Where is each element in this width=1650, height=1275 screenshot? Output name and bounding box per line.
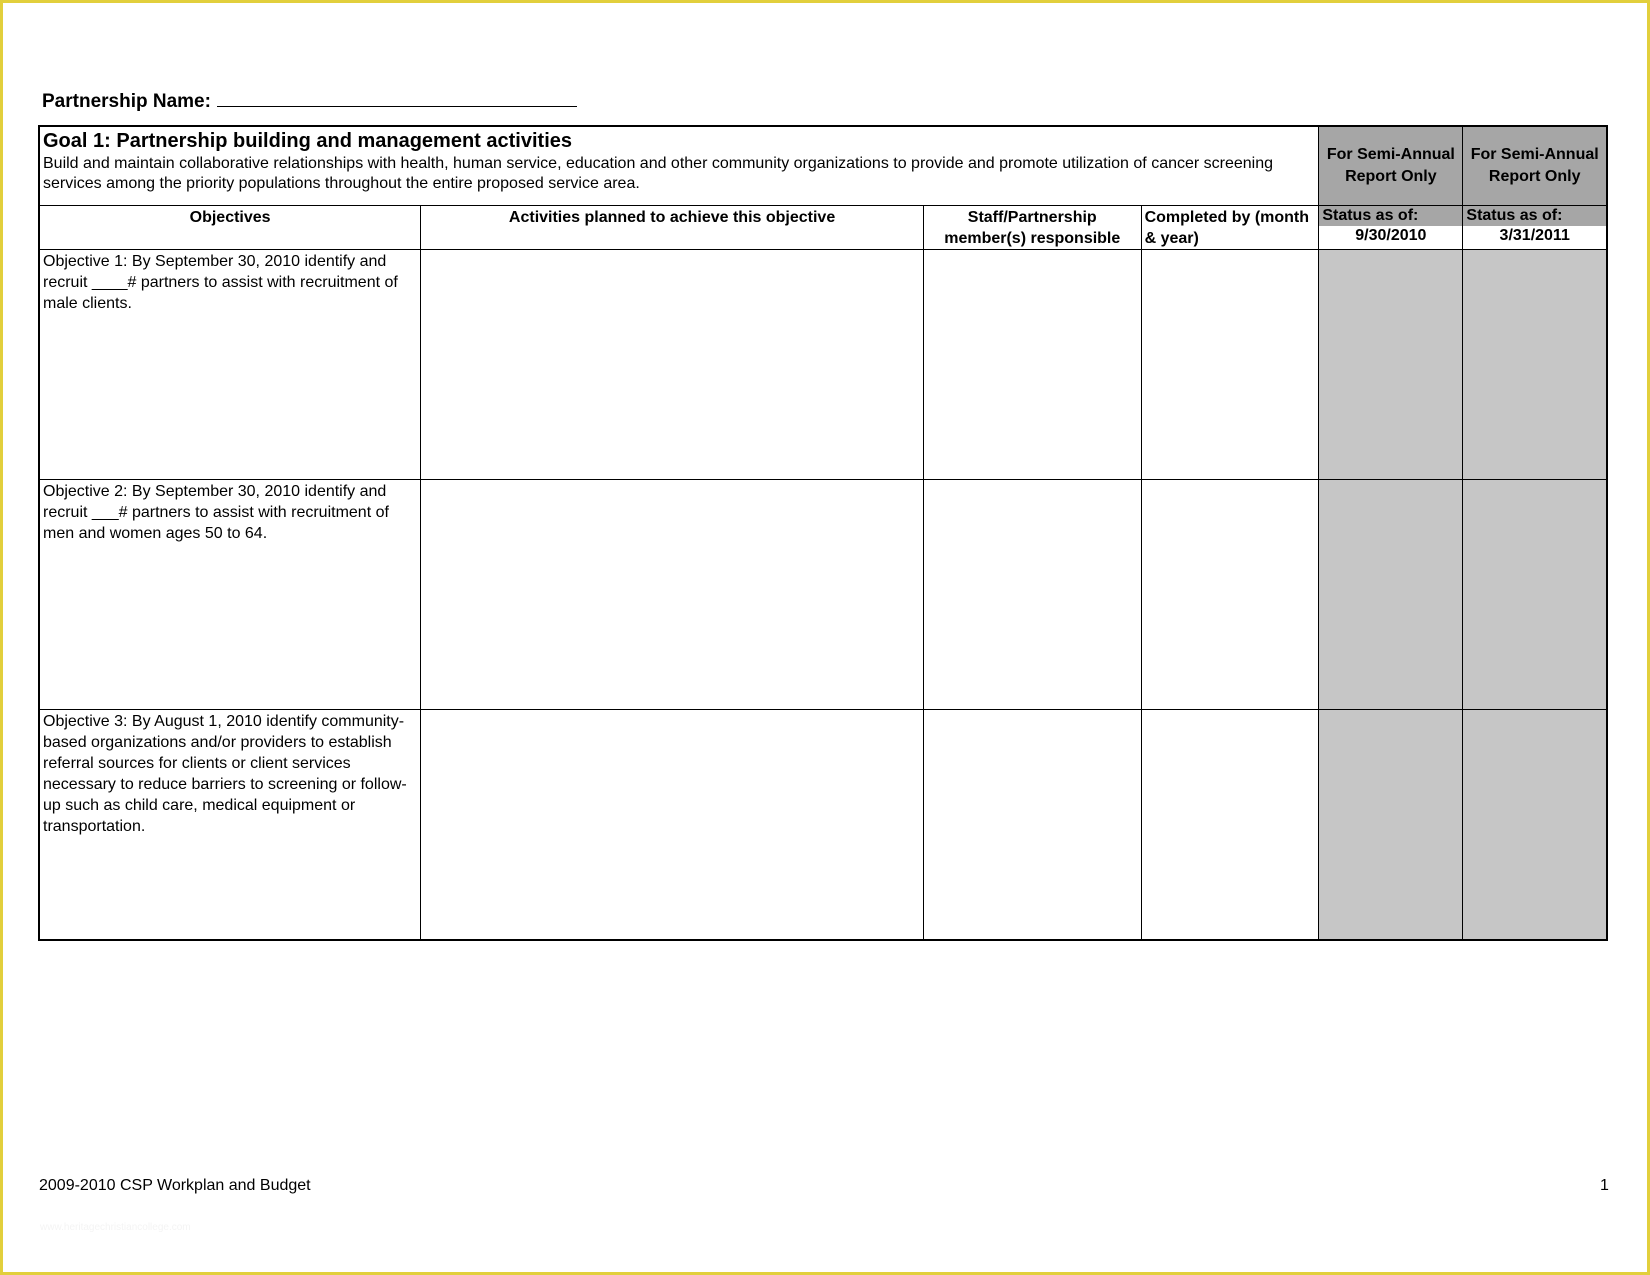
activities-cell[interactable]: [421, 250, 924, 480]
staff-cell[interactable]: [923, 250, 1141, 480]
status-cell-2[interactable]: [1463, 710, 1607, 941]
workplan-table: [38, 125, 1608, 941]
objective-text: Objective 1: By September 30, 2010 identify and recruit ____# partners to assist with recruitment of male clients.: [43, 253, 398, 312]
partnership-name-label: Partnership Name:: [42, 91, 211, 112]
completed-cell[interactable]: [1141, 250, 1319, 480]
objective-cell: [39, 710, 421, 941]
column-header-row: [39, 206, 1607, 250]
table-row: [39, 710, 1607, 941]
status-cell-1[interactable]: [1319, 250, 1463, 480]
status-label-2: Status as of:: [1463, 206, 1606, 226]
activities-cell[interactable]: [421, 710, 924, 941]
goal-cell: [39, 126, 1319, 206]
column-header-staff: Staff/Partnership member(s) responsible: [923, 206, 1141, 250]
partnership-name-field: [42, 90, 577, 113]
completed-cell[interactable]: [1141, 480, 1319, 710]
status-date-1: 9/30/2010: [1355, 227, 1427, 244]
staff-cell[interactable]: [923, 710, 1141, 941]
page-number: 1: [1600, 1177, 1609, 1194]
table-row: [39, 480, 1607, 710]
semi-annual-header-2: For Semi-Annual Report Only: [1463, 126, 1607, 206]
table-row: [39, 250, 1607, 480]
column-header-objectives: Objectives: [39, 206, 421, 250]
watermark: www.heritagechristiancollege.com: [40, 1222, 191, 1233]
objective-text: Objective 3: By August 1, 2010 identify community-based organizations and/or providers to establish referral sources for clients or client services necessary to reduce barriers to screening or follow-up such as child care, medical equipment or transportation.: [43, 713, 407, 835]
status-cell-1[interactable]: [1319, 710, 1463, 941]
status-cell-2[interactable]: [1463, 250, 1607, 480]
objective-text: Objective 2: By September 30, 2010 identify and recruit ___# partners to assist with recruitment of men and women ages 50 to 64.: [43, 483, 389, 542]
completed-cell[interactable]: [1141, 710, 1319, 941]
status-cell-1[interactable]: [1319, 480, 1463, 710]
partnership-name-blank[interactable]: [217, 90, 577, 107]
status-date-2: 3/31/2011: [1499, 227, 1570, 244]
status-header-2: [1463, 206, 1607, 250]
staff-cell[interactable]: [923, 480, 1141, 710]
column-header-completed: Completed by (month & year): [1141, 206, 1319, 250]
activities-cell[interactable]: [421, 480, 924, 710]
status-label-1: Status as of:: [1319, 206, 1462, 226]
goal-description: Build and maintain collaborative relationships with health, human service, education and other community organizations to provide and promote utilization of cancer screening services among the priority populations throughout the entire proposed service area.: [43, 155, 1274, 192]
column-header-activities: Activities planned to achieve this objective: [421, 206, 924, 250]
footer-title: 2009-2010 CSP Workplan and Budget: [39, 1177, 311, 1194]
objective-cell: [39, 250, 421, 480]
objective-cell: [39, 480, 421, 710]
status-header-1: [1319, 206, 1463, 250]
status-cell-2[interactable]: [1463, 480, 1607, 710]
goal-title: Goal 1: Partnership building and management activities: [43, 130, 573, 152]
semi-annual-header-1: For Semi-Annual Report Only: [1319, 126, 1463, 206]
goal-row: [39, 126, 1607, 206]
